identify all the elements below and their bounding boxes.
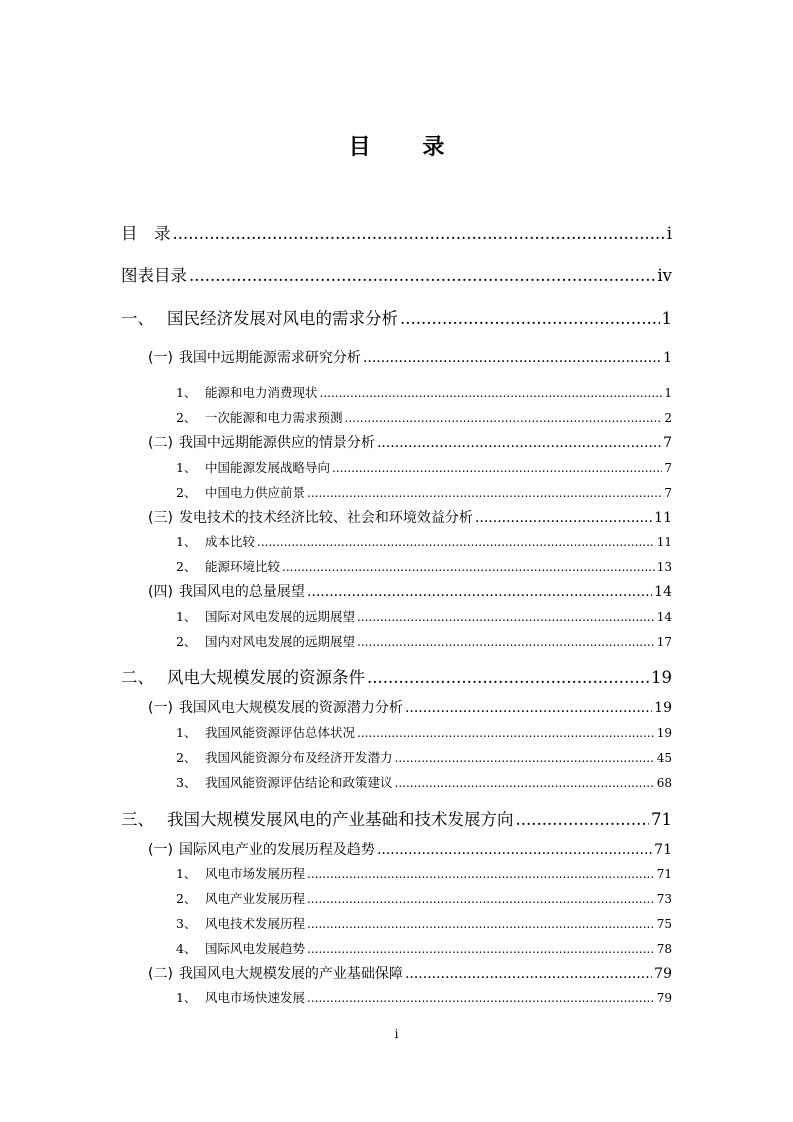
toc-section[interactable] (148, 581, 672, 601)
toc-section[interactable] (148, 507, 672, 527)
toc-entry-number: 1、 (176, 609, 197, 624)
toc-entry-text: 国际风电发展趋势 (205, 941, 306, 956)
toc-subsection[interactable] (176, 607, 672, 625)
toc-entry-text: 我国风电的总量展望 (178, 584, 305, 600)
toc-entry-number: 二、 (121, 668, 154, 687)
toc-entry-text: 我国风能资源评估结论和政策建议 (205, 775, 393, 790)
toc-entry-number: 2、 (176, 485, 197, 500)
toc-subsection[interactable] (176, 864, 672, 882)
toc-section[interactable] (148, 697, 672, 717)
toc-entry-text: 风电技术发展历程 (205, 916, 306, 931)
toc-entry-text: 中国电力供应前景 (205, 485, 306, 500)
toc-entry-number: 2、 (176, 559, 197, 574)
toc-subsection[interactable] (176, 889, 672, 907)
toc-entry-number: (二) (148, 966, 173, 982)
toc-section[interactable] (148, 963, 672, 983)
toc-entry-page: 14 (654, 584, 672, 600)
toc-entry-page: 17 (656, 635, 672, 649)
toc-entry-number: (三) (148, 510, 173, 526)
toc-entry-number: 1、 (176, 990, 197, 1005)
toc-entry-page: 78 (656, 942, 672, 956)
toc-entry-page: 19 (651, 668, 672, 687)
toc-dot-leader (332, 461, 662, 475)
toc-entry-text: 能源环境比较 (205, 559, 281, 574)
toc-entry-text: 风电大规模发展的资源条件 (167, 668, 365, 687)
toc-subsection[interactable] (176, 988, 672, 1006)
toc-dot-leader (189, 266, 655, 285)
toc-subsection[interactable] (176, 408, 672, 426)
toc-dot-leader (173, 224, 665, 243)
toc-entry-number: (四) (148, 584, 173, 600)
toc-dot-leader (320, 386, 663, 400)
toc-entry-page: 73 (656, 892, 672, 906)
toc-entry-number: 2、 (176, 891, 197, 906)
toc-entry-number: 1、 (176, 385, 197, 400)
toc-subsection[interactable] (176, 723, 672, 741)
toc-entry-number: (一) (148, 700, 173, 716)
toc-subsection[interactable] (176, 532, 672, 550)
toc-entry-page: 45 (656, 751, 672, 765)
toc-dot-leader (307, 867, 655, 881)
toc-dot-leader (307, 892, 655, 906)
toc-subsection[interactable] (176, 773, 672, 791)
toc-entry-number: 1、 (176, 725, 197, 740)
toc-entry-number: 3、 (176, 775, 197, 790)
toc-entry-page: 79 (654, 966, 672, 982)
toc-entry-page: 68 (656, 776, 672, 790)
toc-dot-leader (257, 535, 655, 549)
toc-entry-page: 19 (654, 700, 672, 716)
toc-entry-page: 7 (663, 435, 672, 451)
toc-entry-page: 13 (656, 560, 672, 574)
toc-dot-leader (282, 560, 655, 574)
toc-entry-page: 7 (664, 461, 672, 475)
toc-entry-number: (一) (148, 842, 173, 858)
toc-chapter-1[interactable] (121, 305, 672, 329)
toc-dot-leader (307, 486, 662, 500)
toc-entry-text: 风电市场发展历程 (205, 866, 306, 881)
toc-dot-leader (516, 810, 650, 829)
toc-section[interactable] (148, 432, 672, 452)
toc-entry-number: 1、 (176, 866, 197, 881)
toc-dot-leader (357, 726, 655, 740)
toc-dot-leader (475, 510, 652, 526)
toc-entry-text: 我国风电大规模发展的产业基础保障 (178, 966, 403, 982)
toc-dot-leader (395, 776, 655, 790)
toc-dot-leader (357, 610, 655, 624)
toc-dot-leader (400, 309, 660, 328)
toc-entry-text: 图表目录 (121, 266, 187, 285)
toc-entry-page: iv (657, 266, 672, 285)
toc-dot-leader (307, 917, 655, 931)
toc-entry-text: 我国中远期能源需求研究分析 (178, 350, 361, 366)
toc-subsection[interactable] (176, 483, 672, 501)
toc-entry-figures[interactable] (121, 262, 672, 286)
toc-dot-leader (377, 435, 661, 451)
toc-entry-page: 14 (656, 610, 672, 624)
toc-entry-text: 国际风电产业的发展历程及趋势 (178, 842, 375, 858)
toc-dot-leader (307, 991, 655, 1005)
toc-entry-text: 国内对风电发展的远期展望 (205, 634, 356, 649)
toc-entry-page: 2 (664, 411, 672, 425)
toc-subsection[interactable] (176, 458, 672, 476)
toc-subsection[interactable] (176, 748, 672, 766)
toc-entry-text: 能源和电力消费现状 (205, 385, 318, 400)
toc-entry-text: 我国风能资源分布及经济开发潜力 (205, 750, 393, 765)
toc-dot-leader (363, 350, 661, 366)
toc-entry-number: 三、 (121, 810, 154, 829)
toc-entry-text: 目 录 (121, 224, 171, 243)
toc-section[interactable] (148, 839, 672, 859)
toc-entry-page: 79 (656, 991, 672, 1005)
toc-subsection[interactable] (176, 557, 672, 575)
toc-dot-leader (307, 942, 655, 956)
toc-entry-text: 风电市场快速发展 (205, 990, 306, 1005)
toc-entry-page: 7 (664, 486, 672, 500)
toc-dot-leader (357, 635, 655, 649)
page-number: i (394, 1027, 399, 1041)
toc-dot-leader (405, 700, 652, 716)
toc-entry-text: 发电技术的技术经济比较、社会和环境效益分析 (178, 510, 473, 526)
toc-section[interactable] (148, 347, 672, 367)
toc-dot-leader (395, 751, 655, 765)
toc-entry-text: 中国能源发展战略导向 (205, 460, 331, 475)
toc-entry-page: 1 (661, 309, 672, 328)
toc-entry-number: 2、 (176, 410, 197, 425)
toc-dot-leader (367, 668, 649, 687)
toc-entry-text: 我国大规模发展风电的产业基础和技术发展方向 (167, 810, 514, 829)
toc-dot-leader (405, 966, 652, 982)
toc-entry-page: 11 (654, 510, 672, 526)
toc-entry-text: 国民经济发展对风电的需求分析 (167, 309, 398, 328)
toc-entry-number: 3、 (176, 916, 197, 931)
toc-entry-number: 4、 (176, 941, 197, 956)
toc-entry-text: 我国风电大规模发展的资源潜力分析 (178, 700, 403, 716)
toc-subsection[interactable] (176, 914, 672, 932)
toc-entry-page: 19 (656, 726, 672, 740)
toc-entry-number: (二) (148, 435, 173, 451)
toc-entry-number: 1、 (176, 534, 197, 549)
toc-entry-number: 1、 (176, 460, 197, 475)
toc-dot-leader (377, 842, 652, 858)
toc-entry-text: 成本比较 (205, 534, 256, 549)
toc-entry-text: 一次能源和电力需求预测 (205, 410, 343, 425)
toc-entry-page: 71 (656, 867, 672, 881)
toc-entry-number: (一) (148, 350, 173, 366)
toc-chapter-2[interactable] (121, 664, 672, 688)
toc-dot-leader (307, 584, 652, 600)
toc-entry-text: 国际对风电发展的远期展望 (205, 609, 356, 624)
toc-entry-page: 1 (664, 386, 672, 400)
toc-entry-text: 风电产业发展历程 (205, 891, 306, 906)
toc-dot-leader (345, 411, 663, 425)
toc-entry-page: 11 (656, 535, 672, 549)
toc-subsection[interactable] (176, 632, 672, 650)
toc-entry-number: 2、 (176, 750, 197, 765)
toc-subsection[interactable] (176, 939, 672, 957)
toc-entry-page: 1 (663, 350, 672, 366)
toc-entry-page: 75 (656, 917, 672, 931)
toc-entry-number: 一、 (121, 309, 154, 328)
toc-entry-contents[interactable] (121, 220, 672, 244)
toc-chapter-3[interactable] (121, 806, 672, 830)
page-title: 目 录 (348, 135, 467, 160)
toc-subsection[interactable] (176, 383, 672, 401)
toc-entry-number: 2、 (176, 634, 197, 649)
toc-entry-text: 我国中远期能源供应的情景分析 (178, 435, 375, 451)
toc-entry-page: i (666, 224, 672, 243)
toc-entry-page: 71 (651, 810, 672, 829)
toc-entry-text: 我国风能资源评估总体状况 (205, 725, 356, 740)
toc-entry-page: 71 (654, 842, 672, 858)
